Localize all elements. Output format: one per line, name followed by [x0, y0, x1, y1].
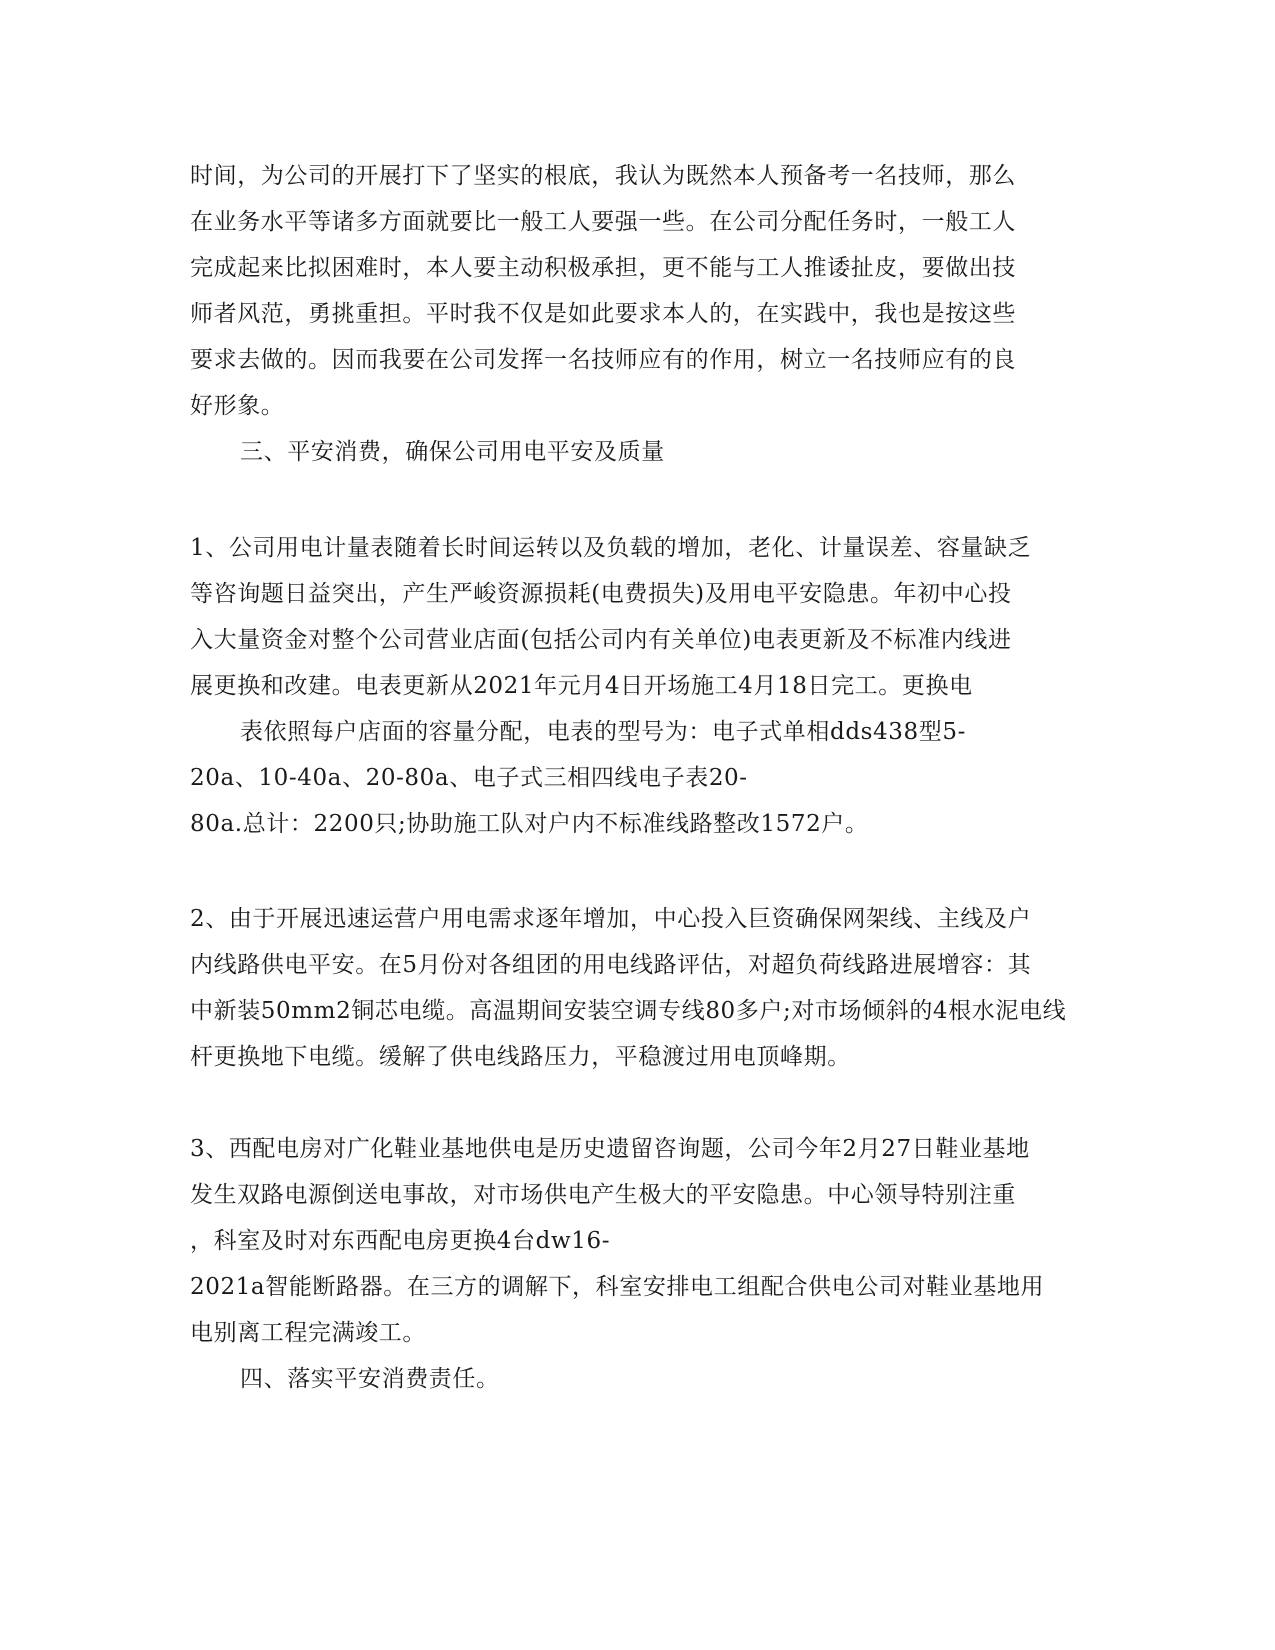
paragraph-line: 2021a智能断路器。在三方的调解下，科室安排电工组配合供电公司对鞋业基地用: [190, 1274, 1045, 1300]
paragraph-line: 杆更换地下电缆。缓解了供电线路压力，平稳渡过用电顶峰期。: [190, 1044, 851, 1070]
paragraph-line: ，科室及时对东西配电房更换4台dw16-: [190, 1228, 611, 1254]
paragraph-line: 电别离工程完满竣工。: [190, 1320, 426, 1346]
paragraph-line: 要求去做的。因而我要在公司发挥一名技师应有的作用，树立一名技师应有的良: [190, 347, 1016, 373]
paragraph-line: 表依照每户店面的容量分配，电表的型号为：电子式单相dds438型5-: [240, 719, 966, 745]
section-heading: 三、平安消费，确保公司用电平安及质量: [240, 439, 665, 465]
paragraph-line: 3、西配电房对广化鞋业基地供电是历史遗留咨询题，公司今年2月27日鞋业基地: [190, 1136, 1030, 1162]
paragraph-line: 80a.总计：2200只;协助施工队对户内不标准线路整改1572户。: [190, 811, 869, 837]
paragraph-line: 中新装50mm2铜芯电缆。高温期间安装空调专线80多户;对市场倾斜的4根水泥电线: [190, 998, 1067, 1024]
paragraph-line: 时间，为公司的开展打下了坚实的根底，我认为既然本人预备考一名技师，那么: [190, 163, 1016, 189]
paragraph-line: 发生双路电源倒送电事故，对市场供电产生极大的平安隐患。中心领导特别注重: [190, 1182, 1016, 1208]
paragraph-line: 等咨询题日益突出，产生严峻资源损耗(电费损失)及用电平安隐患。年初中心投: [190, 581, 1012, 607]
paragraph-line: 在业务水平等诸多方面就要比一般工人要强一些。在公司分配任务时，一般工人: [190, 209, 1016, 235]
section-heading: 四、落实平安消费责任。: [240, 1366, 500, 1392]
paragraph-line: 完成起来比拟困难时，本人要主动积极承担，更不能与工人推诿扯皮，要做出技: [190, 255, 1016, 281]
paragraph-line: 内线路供电平安。在5月份对各组团的用电线路评估，对超负荷线路进展增容：其: [190, 952, 1032, 978]
paragraph-line: 1、公司用电计量表随着长时间运转以及负载的增加，老化、计量误差、容量缺乏: [190, 535, 1032, 561]
paragraph-line: 好形象。: [190, 393, 285, 419]
paragraph-line: 入大量资金对整个公司营业店面(包括公司内有关单位)电表更新及不标准内线进: [190, 627, 1012, 653]
paragraph-line: 2、由于开展迅速运营户用电需求逐年增加，中心投入巨资确保网架线、主线及户: [190, 906, 1032, 932]
paragraph-line: 展更换和改建。电表更新从2021年元月4日开场施工4月18日完工。更换电: [190, 673, 973, 699]
paragraph-line: 师者风范，勇挑重担。平时我不仅是如此要求本人的，在实践中，我也是按这些: [190, 301, 1016, 327]
paragraph-line: 20a、10-40a、20-80a、电子式三相四线电子表20-: [190, 765, 748, 791]
